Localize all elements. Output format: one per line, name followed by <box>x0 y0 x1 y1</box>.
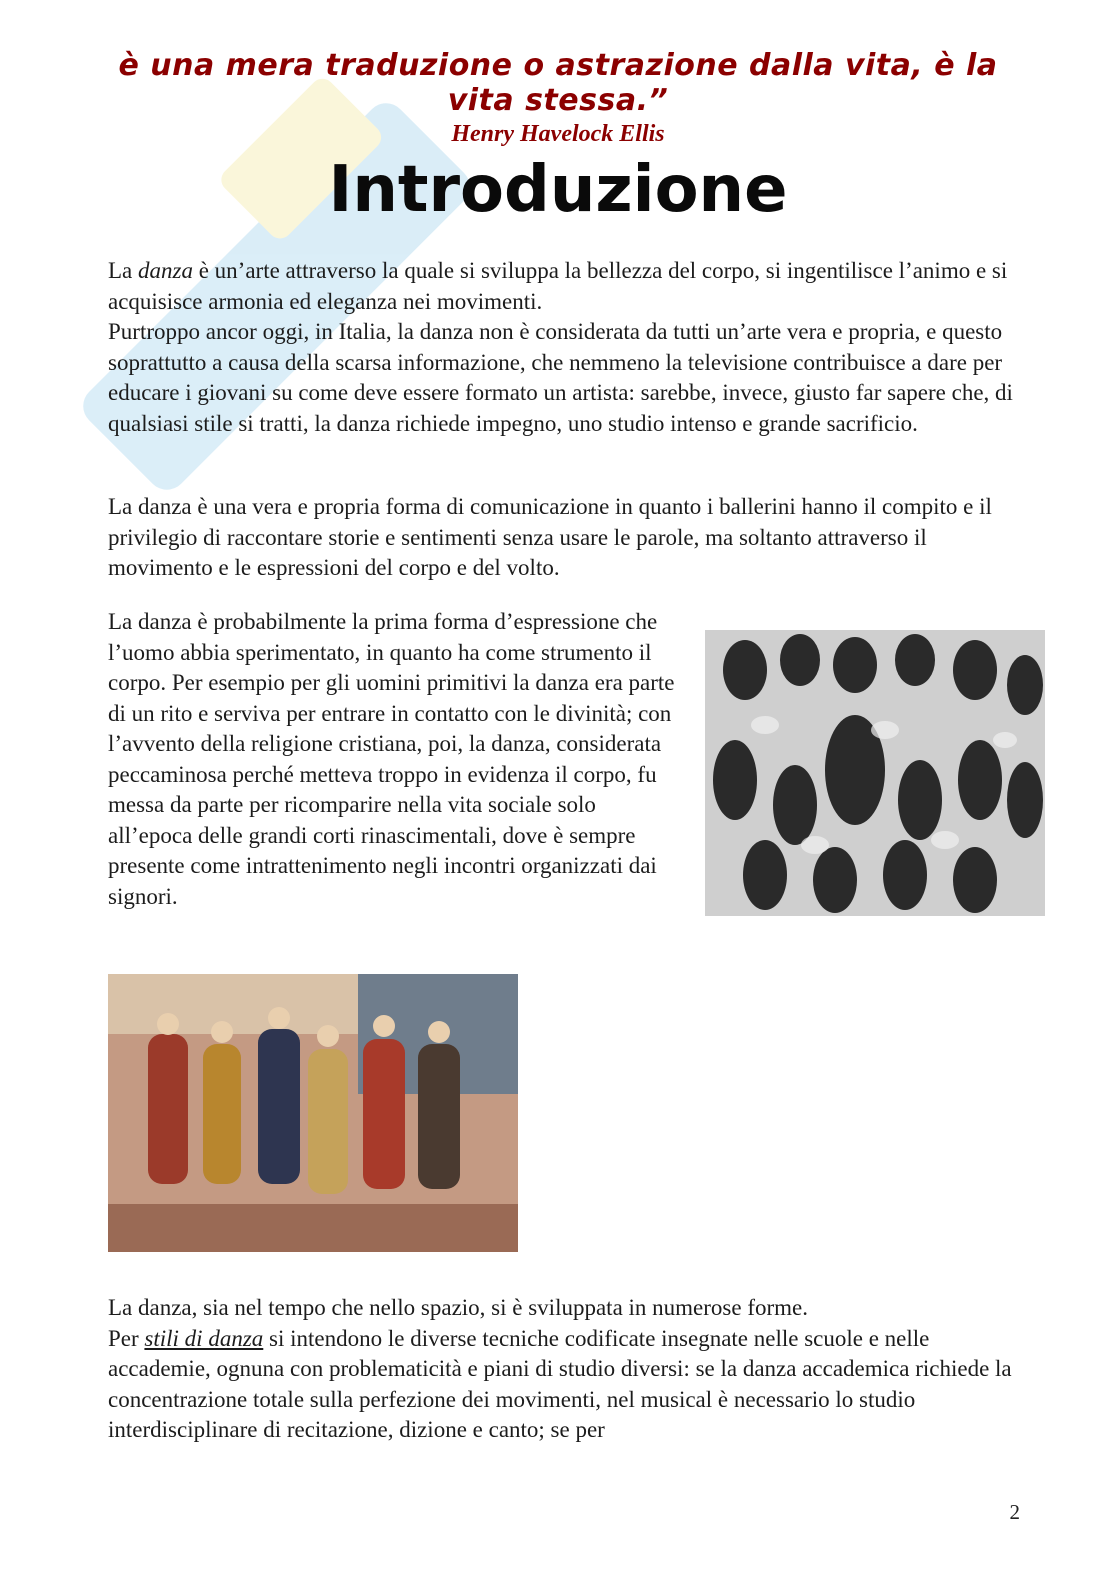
renaissance-dance-painting <box>108 974 518 1252</box>
p4-line1: La danza, sia nel tempo che nello spazio, si è sviluppata in numerose forme. <box>108 1295 808 1320</box>
paragraph-styles <box>108 1293 1013 1446</box>
p1-line2: Purtroppo ancor oggi, in Italia, la danza non è considerata da tutti un’arte vera e propria, e questo soprattutto a causa della scarsa informazione, che nemmeno la televisione contribuisce a dare per educare i giovani su come deve essere formato un artista: sarebbe, invece, giusto far sapere che, di qualsiasi stile si tratti, la danza richiede impegno, uno studio intenso e grande sacrificio. <box>108 319 1013 436</box>
p4-pre: Per <box>108 1325 145 1351</box>
paragraph-communication: La danza è una vera e propria forma di comunicazione in quanto i ballerini hanno il compito e il privilegio di raccontare storie e sentimenti senza usare le parole, ma soltanto attraverso il movimento e le espressioni del corpo e del volto. <box>108 494 992 580</box>
styles-link[interactable]: stili di danza <box>144 1325 264 1351</box>
p1-emphasis: danza <box>138 258 193 283</box>
page-title: Introduzione <box>328 153 788 227</box>
p1-rest: è un’arte attraverso la quale si sviluppa la bellezza del corpo, si ingentilisce l’animo e si acquisisce armonia ed eleganza nei movimenti. <box>108 258 1008 314</box>
page-number: 2 <box>1009 1500 1020 1524</box>
renaissance-dance-illustration <box>108 974 518 1252</box>
paragraph-history: La danza è probabilmente la prima forma d’espressione che l’uomo abbia sperimentato, in quanto ha come strumento il corpo. Per esempio per gli uomini primitivi la danza era parte di un rito e serviva per entrare in contatto con le divinità; con l’avvento della religione cristiana, poi, la danza, considerata peccaminosa perché metteva troppo in evidenza il corpo, fu messa da parte per ricomparire nella vita sociale solo all’epoca delle grandi corti rinascimentali, dove è sempre presente come intrattenimento negli incontri organizzati dai signori. <box>108 609 675 909</box>
primitive-dance-image <box>705 630 1045 916</box>
p4-rest: si intendono le diverse tecniche codificate insegnate nelle scuole e nelle accademie, ognuna con problematicità e piani di studio diversi: se la danza accademica richiede la concentrazione totale sulla perfezione dei movimenti, nel musical è necessario lo studio interdisciplinare di recitazione, dizione e canto; se per <box>108 1325 1012 1442</box>
quote-line-1: è una mera traduzione o astrazione dalla vita, è la <box>118 48 998 83</box>
quote-line-2: vita stessa.” <box>447 83 669 118</box>
quote-author: Henry Havelock Ellis <box>451 121 665 147</box>
paragraph-intro <box>108 256 1013 439</box>
p1-start: La <box>108 258 139 283</box>
quote <box>108 48 1008 118</box>
primitive-dance-illustration <box>705 630 1045 916</box>
